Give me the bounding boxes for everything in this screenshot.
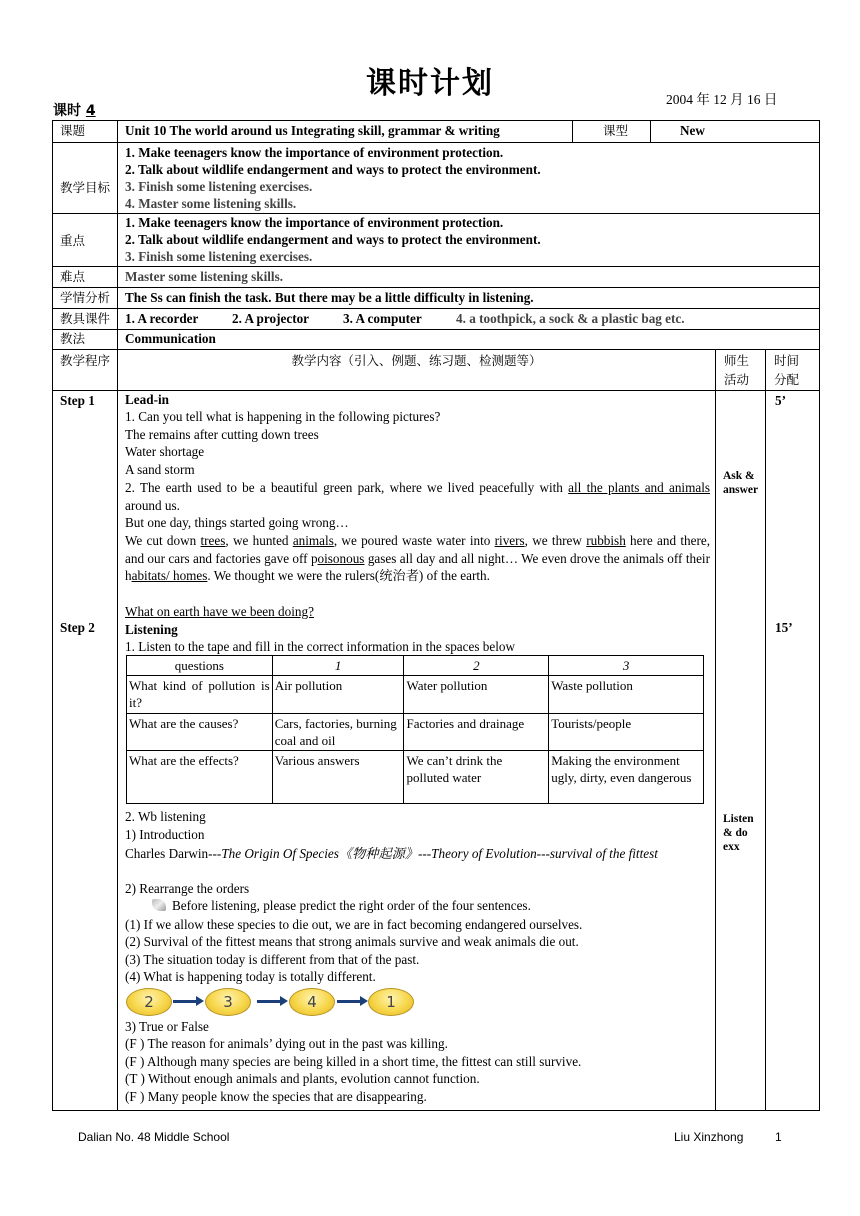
arrow-right-icon [173, 1000, 197, 1003]
key-point-item: 1. Make teenagers know the importance of environment protection. [125, 215, 504, 230]
true-false-item: (F ) Many people know the species that are disappearing. [125, 1089, 427, 1104]
table-cell: What are the causes? [127, 714, 273, 751]
difficulty-value: Master some listening skills. [125, 269, 284, 284]
table-cell: Making the environment ugly, dirty, even dangerous [549, 751, 704, 804]
objective-item: 2. Talk about wildlife endangerment and ways to protect the environment. [125, 162, 541, 177]
order-chip: 3 [205, 988, 251, 1016]
lesson-number-value: 4 [85, 103, 96, 119]
sentence-item: (2) Survival of the fittest means that strong animals survive and weak animals die out. [125, 934, 579, 949]
activity-label-1: 师生 [724, 353, 750, 368]
analysis-value: The Ss can finish the task. But there may be a little difficulty in listening. [125, 290, 534, 305]
step1-question-2: What on earth have we been doing? [125, 604, 314, 619]
objective-item: 4. Master some listening skills. [125, 196, 297, 211]
pencil-icon [152, 899, 166, 911]
darwin-line: Charles Darwin---The Origin Of Species《物种起源》---Theory of Evolution---survival of the fittest [125, 846, 658, 861]
sentence-item: (4) What is happening today is totally different. [125, 969, 376, 984]
topic-label: 课题 [60, 123, 86, 138]
step1-paragraph-2: 2. The earth used to be a beautiful green park, where we lived peacefully with all the plants and animals around us. [125, 480, 710, 513]
picture-caption: A sand storm [125, 462, 195, 477]
order-chip: 1 [368, 988, 414, 1016]
table-cell: Tourists/people [549, 714, 704, 751]
picture-caption: Water shortage [125, 444, 205, 459]
method-value: Communication [125, 331, 216, 346]
order-chip: 4 [289, 988, 335, 1016]
aid-item: 2. A projector [232, 311, 310, 326]
table-cell: What kind of pollution is it? [127, 676, 273, 714]
true-false-heading: 3) True or False [125, 1019, 209, 1034]
method-label: 教法 [60, 331, 86, 346]
true-false-item: (F ) Although many species are being killed in a short time, the fittest can still survive. [125, 1054, 582, 1069]
wb-listening: 2. Wb listening [125, 809, 206, 824]
step1-heading: Lead-in [125, 392, 169, 407]
order-chip: 2 [126, 988, 172, 1016]
sentence-item: (3) The situation today is different from that of the past. [125, 952, 420, 967]
step2-heading: Listening [125, 622, 178, 637]
objectives-label: 教学目标 [60, 180, 111, 195]
arrow-right-icon [337, 1000, 361, 1003]
step1-label: Step 1 [60, 393, 95, 408]
table-cell: Waste pollution [549, 676, 704, 714]
step2-instruction: 1. Listen to the tape and fill in the correct information in the spaces below [125, 639, 516, 654]
arrow-right-icon [257, 1000, 281, 1003]
table-cell: Factories and drainage [404, 714, 549, 751]
step1-activity: Ask & answer [723, 470, 759, 496]
aid-item: 1. A recorder [125, 311, 199, 326]
table-header: questions [127, 656, 273, 676]
difficulty-label: 难点 [60, 269, 86, 284]
page-title: 课时计划 [366, 66, 494, 101]
analysis-label: 学情分析 [60, 290, 111, 305]
footer-school: Dalian No. 48 Middle School [78, 1130, 230, 1144]
lesson-number [53, 100, 96, 120]
table-cell: We can’t drink the polluted water [404, 751, 549, 804]
step1-paragraph-3: But one day, things started going wrong… [125, 515, 349, 530]
table-cell: Various answers [272, 751, 404, 804]
rearrange-heading: 2) Rearrange the orders [125, 881, 250, 896]
listening-table [126, 655, 704, 804]
sentence-item: (1) If we allow these species to die out, we are in fact becoming endangered ourselves. [125, 917, 583, 932]
lesson-date: 2004 年 12 月 16 日 [666, 92, 778, 107]
step1-paragraph-4: We cut down trees, we hunted animals, we poured waste water into rivers, we threw rubbish here and there, and our cars and factories gave off poisonous gases all day and all night… We even drove the animals off their habitats/ homes. We thought we were the rulers(统治者) of the earth. [125, 533, 710, 583]
aid-item: 3. A computer [343, 311, 422, 326]
true-false-item: (F ) The reason for animals’ dying out in the past was killing. [125, 1036, 448, 1051]
type-value: New [680, 123, 705, 138]
content-label: 教学内容（引入、例题、练习题、检测题等） [291, 353, 542, 368]
table-header: 2 [404, 656, 549, 676]
table-cell: Air pollution [272, 676, 404, 714]
time-label-2: 分配 [774, 372, 800, 387]
aids-label: 教具课件 [60, 311, 111, 326]
footer-author: Liu Xinzhong [674, 1130, 744, 1144]
procedure-label: 教学程序 [60, 353, 111, 368]
picture-caption: The remains after cutting down trees [125, 427, 319, 442]
activity-label-2: 活动 [724, 372, 750, 387]
predict-instruction: Before listening, please predict the right order of the four sentences. [152, 897, 531, 915]
table-cell: Water pollution [404, 676, 549, 714]
page-number: 1 [775, 1130, 782, 1144]
step2-label: Step 2 [60, 620, 95, 635]
type-label: 课型 [603, 123, 629, 138]
introduction-heading: 1) Introduction [125, 827, 205, 842]
lesson-label: 课时 [53, 103, 81, 119]
step1-question: 1. Can you tell what is happening in the following pictures? [125, 409, 441, 424]
key-point-item: 3. Finish some listening exercises. [125, 249, 313, 264]
table-cell: Cars, factories, burning coal and oil [272, 714, 404, 751]
time-label-1: 时间 [774, 353, 800, 368]
objective-item: 3. Finish some listening exercises. [125, 179, 313, 194]
key-points-label: 重点 [60, 233, 86, 248]
step2-activity: Listen & do exx [723, 813, 754, 853]
objective-item: 1. Make teenagers know the importance of environment protection. [125, 145, 504, 160]
key-point-item: 2. Talk about wildlife endangerment and ways to protect the environment. [125, 232, 541, 247]
table-header: 1 [272, 656, 404, 676]
table-cell: What are the effects? [127, 751, 273, 804]
aid-item: 4. a toothpick, a sock & a plastic bag etc. [456, 311, 685, 326]
topic-value: Unit 10 The world around us Integrating skill, grammar & writing [125, 123, 500, 138]
step2-time: 15’ [775, 620, 793, 635]
table-header: 3 [549, 656, 704, 676]
true-false-item: (T ) Without enough animals and plants, evolution cannot function. [125, 1071, 480, 1086]
step1-time: 5’ [775, 393, 786, 408]
